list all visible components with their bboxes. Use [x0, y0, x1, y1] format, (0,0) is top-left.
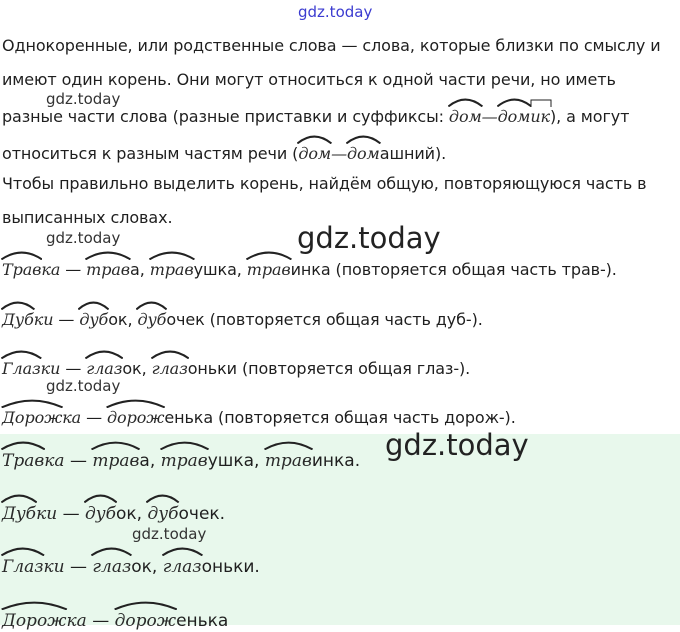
- text-fragment: —: [331, 144, 347, 163]
- root-word: [161, 450, 208, 472]
- root-word: [2, 260, 41, 280]
- root-arc-mark: [1, 299, 35, 310]
- text-fragment: глаз: [162, 557, 202, 577]
- answer-line-3: [2, 556, 260, 578]
- text-fragment: (повторяется общая часть дорож-).: [213, 408, 516, 427]
- text-fragment: ки: [33, 310, 54, 329]
- root-word: [298, 144, 331, 164]
- text-fragment: Трав: [2, 451, 45, 471]
- text-fragment: а,: [139, 451, 161, 471]
- watermark-small: gdz.today: [46, 229, 121, 247]
- text-fragment: дом: [346, 144, 380, 163]
- watermark-big: gdz.today: [385, 428, 529, 462]
- root-word: [2, 310, 34, 330]
- text-fragment: ка: [66, 611, 87, 631]
- text-fragment: дуб: [137, 310, 167, 329]
- text-fragment: (повторяется общая глаз-).: [236, 359, 471, 378]
- text-fragment: ок,: [122, 359, 152, 378]
- root-arc-mark: [1, 599, 68, 610]
- root-word: [2, 450, 44, 472]
- answer-line-1: [2, 450, 360, 472]
- root-word: [2, 503, 36, 525]
- root-arc-mark: [160, 439, 209, 450]
- text-fragment: ки: [43, 557, 65, 577]
- text-fragment: относиться к разным частям речи (: [2, 144, 299, 163]
- text-fragment: —: [86, 611, 115, 631]
- root-word: [152, 359, 188, 379]
- text-fragment: ки: [40, 359, 61, 378]
- root-arc-mark: [297, 133, 332, 144]
- example-line-2: [2, 310, 483, 330]
- root-arc-mark: [448, 96, 483, 107]
- text-fragment: ), а могут: [550, 107, 630, 126]
- root-word: [86, 260, 130, 280]
- root-arc-mark: [497, 96, 532, 107]
- root-word: [85, 503, 116, 525]
- text-fragment: ка: [41, 260, 61, 279]
- text-fragment: ок,: [108, 310, 138, 329]
- suffix-mark: [530, 107, 550, 127]
- text-fragment: —: [53, 310, 80, 329]
- text-fragment: трав: [160, 451, 208, 471]
- root-word: [2, 359, 41, 379]
- root-arc-mark: [84, 492, 117, 503]
- root-word: [92, 556, 131, 578]
- root-arc-mark: [1, 439, 45, 450]
- text-fragment: ашний).: [379, 144, 447, 163]
- text-fragment: дом: [298, 144, 332, 163]
- text-fragment: инка.: [311, 451, 361, 471]
- text-fragment: Дуб: [2, 504, 37, 524]
- text-fragment: —: [64, 451, 93, 471]
- root-arc-mark: [1, 249, 42, 260]
- text-fragment: дом: [448, 107, 482, 126]
- intro-line-4: [2, 144, 446, 164]
- root-arc-mark: [346, 133, 381, 144]
- text-fragment: енька: [164, 408, 214, 427]
- text-fragment: а,: [130, 260, 150, 279]
- root-word: [115, 610, 176, 632]
- root-arc-mark: [146, 492, 179, 503]
- text-fragment: ушка,: [207, 451, 265, 471]
- text-fragment: очек.: [178, 504, 226, 524]
- text-fragment: дорож: [107, 408, 165, 427]
- text-fragment: разные части слова (разные приставки и суффиксы:: [2, 107, 449, 126]
- root-word: [79, 310, 108, 330]
- text-fragment: ка: [62, 408, 82, 427]
- text-fragment: глаз: [151, 359, 188, 378]
- text-fragment: (повторяется общая часть трав-).: [330, 260, 617, 279]
- intro-line-2: имеют один корень. Они могут относиться к одной части речи, но иметь: [2, 70, 616, 89]
- root-word: [449, 107, 482, 127]
- intro-line-5: Чтобы правильно выделить корень, найдём общую, повторяющуюся часть в: [2, 174, 647, 193]
- root-word: [92, 450, 139, 472]
- example-line-3: [2, 359, 470, 379]
- root-arc-mark: [264, 439, 313, 450]
- text-fragment: (повторяется общая часть дуб-).: [204, 310, 483, 329]
- root-word: [347, 144, 380, 164]
- text-fragment: Глаз: [2, 359, 41, 378]
- root-word: [107, 408, 164, 428]
- text-fragment: глаз: [86, 359, 123, 378]
- root-arc-mark: [149, 249, 195, 260]
- example-line-4: [2, 408, 516, 428]
- root-arc-mark: [1, 348, 42, 359]
- text-fragment: дуб: [84, 504, 116, 524]
- answer-line-4: [2, 610, 228, 632]
- root-word: [137, 310, 166, 330]
- text-fragment: трав: [149, 260, 194, 279]
- text-fragment: ушка,: [193, 260, 247, 279]
- watermark-small: gdz.today: [132, 525, 207, 543]
- text-fragment: ок,: [116, 504, 148, 524]
- root-word: [86, 359, 122, 379]
- text-fragment: Глаз: [2, 557, 44, 577]
- root-arc-mark: [114, 599, 177, 610]
- watermark-small: gdz.today: [46, 90, 121, 108]
- text-fragment: —: [60, 359, 87, 378]
- text-fragment: инка: [290, 260, 331, 279]
- root-arc-mark: [1, 492, 37, 503]
- answer-line-2: [2, 503, 225, 525]
- example-line-1: [2, 260, 617, 280]
- text-fragment: глаз: [92, 557, 132, 577]
- root-word: [163, 556, 202, 578]
- text-fragment: —: [64, 557, 93, 577]
- text-fragment: ка: [44, 451, 65, 471]
- watermark-big: gdz.today: [297, 221, 441, 255]
- root-word: [2, 408, 62, 428]
- watermark-top: gdz.today: [298, 3, 373, 21]
- text-fragment: трав: [246, 260, 291, 279]
- root-arc-mark: [246, 249, 292, 260]
- text-fragment: Трав: [2, 260, 42, 279]
- text-fragment: очек: [166, 310, 205, 329]
- text-fragment: Дорож: [2, 611, 67, 631]
- text-fragment: дуб: [79, 310, 109, 329]
- text-fragment: трав: [264, 451, 312, 471]
- root-arc-mark: [78, 299, 109, 310]
- text-fragment: оньки: [187, 359, 237, 378]
- text-fragment: ок,: [131, 557, 163, 577]
- text-fragment: трав: [86, 260, 131, 279]
- root-arc-mark: [85, 249, 131, 260]
- intro-line-6: выписанных словах.: [2, 208, 173, 227]
- root-arc-mark: [136, 299, 167, 310]
- text-fragment: дорож: [114, 611, 177, 631]
- text-fragment: —: [57, 504, 85, 524]
- root-arc-mark: [1, 545, 45, 556]
- root-word: [2, 610, 67, 632]
- text-fragment: —: [481, 107, 498, 126]
- text-fragment: —: [81, 408, 107, 427]
- text-fragment: трав: [92, 451, 140, 471]
- root-arc-mark: [91, 439, 140, 450]
- text-fragment: ки: [36, 504, 58, 524]
- root-word: [498, 107, 531, 127]
- text-fragment: дуб: [147, 504, 179, 524]
- text-fragment: ик: [530, 107, 550, 126]
- root-arc-mark: [85, 348, 123, 359]
- intro-line-3: [2, 107, 629, 127]
- root-arc-mark: [106, 397, 165, 408]
- root-arc-mark: [1, 397, 63, 408]
- root-word: [265, 450, 312, 472]
- root-word: [2, 556, 44, 578]
- root-word: [150, 260, 194, 280]
- text-fragment: Дорож: [2, 408, 63, 427]
- watermark-small: gdz.today: [46, 377, 121, 395]
- root-word: [147, 503, 178, 525]
- text-fragment: дом: [497, 107, 531, 126]
- root-arc-mark: [151, 348, 189, 359]
- text-fragment: енька: [176, 611, 229, 631]
- text-fragment: —: [60, 260, 87, 279]
- root-arc-mark: [91, 545, 132, 556]
- intro-line-1: Однокоренные, или родственные слова — слова, которые близки по смыслу и: [2, 36, 661, 55]
- text-fragment: Дуб: [2, 310, 34, 329]
- root-arc-mark: [162, 545, 203, 556]
- text-fragment: оньки.: [201, 557, 260, 577]
- root-word: [247, 260, 291, 280]
